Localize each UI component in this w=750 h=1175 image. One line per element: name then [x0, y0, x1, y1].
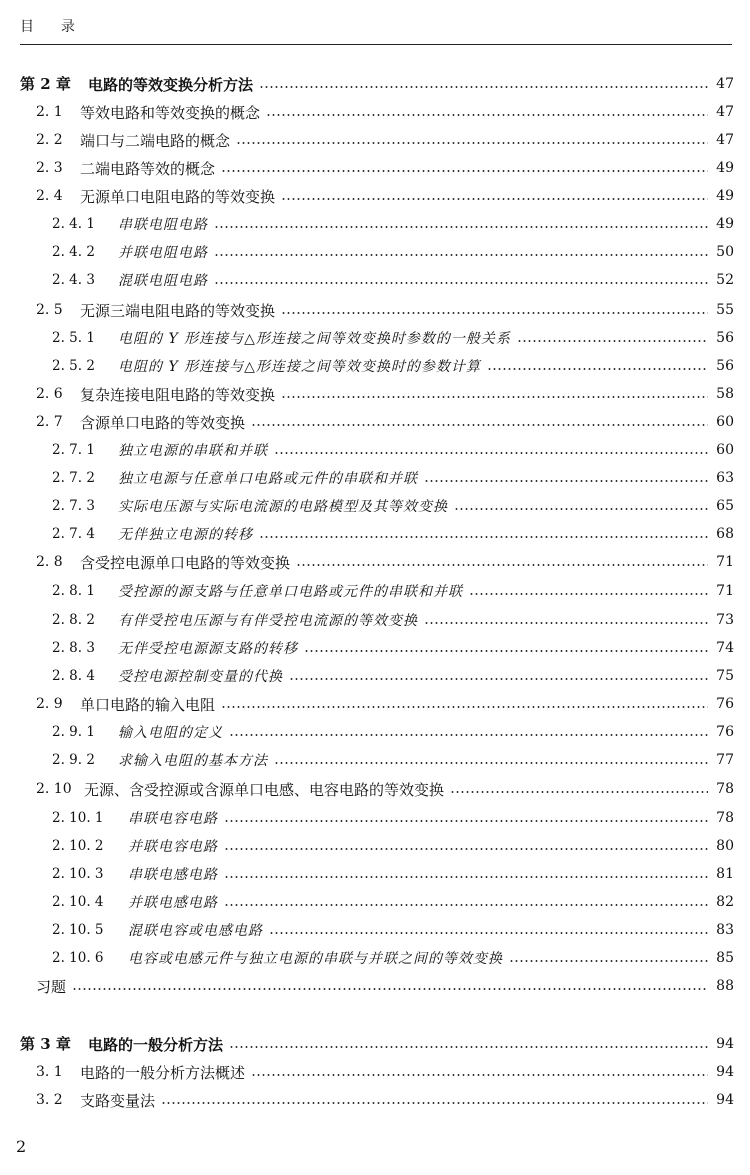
entry-page: 49	[716, 188, 734, 204]
toc-entry[interactable]	[0, 99, 750, 125]
dot-leader	[281, 198, 708, 200]
dot-leader	[296, 564, 708, 566]
toc-entry-chapter-3[interactable]	[0, 1031, 750, 1057]
entry-title: 独立电源与任意单口电路或元件的串联和并联	[118, 471, 418, 487]
entry-page: 52	[716, 272, 734, 288]
entry-title: 支路变量法	[80, 1091, 156, 1110]
entry-page: 94	[716, 1092, 734, 1108]
dot-leader	[454, 508, 708, 510]
entry-number: 2. 8. 2	[52, 612, 95, 628]
toc-entry[interactable]	[0, 747, 750, 773]
entry-page: 83	[716, 922, 734, 938]
entry-title: 无伴独立电源的转移	[118, 527, 253, 543]
entry-page: 50	[716, 244, 734, 260]
dot-leader	[221, 706, 708, 708]
entry-title: 并联电阻电路	[118, 245, 208, 261]
entry-title: 求输入电阻的基本方法	[118, 753, 268, 769]
entry-title: 受控电源控制变量的代换	[118, 669, 283, 685]
entry-title: 等效电路和等效变换的概念	[80, 103, 261, 122]
entry-number: 2. 4. 2	[52, 244, 95, 260]
entry-number: 2. 5. 2	[52, 358, 95, 374]
entry-page: 60	[716, 414, 734, 430]
entry-number: 2. 5. 1	[52, 330, 95, 346]
dot-leader	[221, 170, 708, 172]
dot-leader	[509, 960, 708, 962]
entry-page: 63	[716, 470, 734, 486]
entry-page: 55	[716, 302, 734, 318]
entry-page: 76	[716, 696, 734, 712]
entry-page: 94	[716, 1064, 734, 1080]
toc-entry[interactable]	[0, 521, 750, 547]
entry-number: 2. 10. 6	[52, 950, 104, 966]
entry-title: 单口电路的输入电阻	[80, 695, 216, 714]
entry-title: 复杂连接电阻电路的等效变换	[80, 385, 276, 404]
dot-leader	[214, 282, 708, 284]
entry-title: 无伴受控电源源支路的转移	[118, 641, 298, 657]
entry-title: 含源单口电路的等效变换	[80, 413, 246, 432]
entry-page: 85	[716, 950, 734, 966]
toc-entry[interactable]	[0, 465, 750, 491]
entry-page: 81	[716, 866, 734, 882]
header-title: 目 录	[20, 19, 81, 35]
toc-entry[interactable]	[0, 861, 750, 887]
entry-number: 2. 2	[36, 132, 63, 148]
entry-page: 71	[716, 554, 734, 570]
dot-leader	[72, 988, 708, 990]
dot-leader	[224, 904, 708, 906]
dot-leader	[251, 424, 708, 426]
dot-leader	[487, 368, 708, 370]
entry-page: 82	[716, 894, 734, 910]
entry-title: 习题	[36, 977, 67, 996]
entry-number: 2. 1	[36, 104, 63, 120]
toc-entry[interactable]	[0, 381, 750, 407]
entry-number: 2. 9. 2	[52, 752, 95, 768]
entry-number: 第 2 章	[20, 75, 71, 93]
entry-number: 2. 8. 1	[52, 583, 95, 599]
entry-page: 77	[716, 752, 734, 768]
toc-entry-exercises[interactable]	[0, 973, 750, 999]
entry-number: 2. 8. 3	[52, 640, 95, 656]
entry-title: 无源单口电阻电路的等效变换	[80, 187, 276, 206]
entry-title: 独立电源的串联和并联	[118, 443, 268, 459]
entry-title: 无源三端电阻电路的等效变换	[80, 301, 276, 320]
entry-number: 2. 10. 2	[52, 838, 104, 854]
toc-entry[interactable]	[0, 889, 750, 915]
entry-page: 73	[716, 612, 734, 628]
entry-page: 80	[716, 838, 734, 854]
toc-entry[interactable]	[0, 776, 750, 802]
dot-leader	[424, 622, 708, 624]
entry-number: 2. 10	[36, 781, 72, 797]
entry-title: 并联电容电路	[128, 839, 218, 855]
entry-number: 2. 4. 3	[52, 272, 95, 288]
toc-entry[interactable]	[0, 353, 750, 379]
toc-entry[interactable]	[0, 635, 750, 661]
entry-page: 49	[716, 216, 734, 232]
entry-title: 无源、含受控源或含源单口电感、电容电路的等效变换	[84, 780, 445, 799]
entry-number: 2. 7. 4	[52, 526, 95, 542]
entry-title: 输入电阻的定义	[118, 725, 223, 741]
entry-page: 56	[716, 358, 734, 374]
entry-number: 2. 8	[36, 554, 63, 570]
dot-leader	[274, 452, 708, 454]
toc-entry[interactable]	[0, 663, 750, 689]
page-number: 2	[16, 1137, 27, 1156]
entry-page: 71	[716, 583, 734, 599]
dot-leader	[224, 820, 708, 822]
entry-title: 电路的一般分析方法概述	[80, 1063, 246, 1082]
dot-leader	[281, 312, 708, 314]
entry-title: 串联电阻电路	[118, 217, 208, 233]
toc-entry[interactable]	[0, 437, 750, 463]
entry-page: 65	[716, 498, 734, 514]
entry-title: 电容或电感元件与独立电源的串联与并联之间的等效变换	[128, 951, 503, 967]
dot-leader	[236, 142, 708, 144]
entry-page: 58	[716, 386, 734, 402]
dot-leader	[289, 678, 708, 680]
entry-page: 76	[716, 724, 734, 740]
toc-entry[interactable]	[0, 833, 750, 859]
entry-number: 2. 9. 1	[52, 724, 95, 740]
entry-page: 78	[716, 781, 734, 797]
entry-title: 串联电感电路	[128, 867, 218, 883]
toc-entry[interactable]	[0, 549, 750, 575]
entry-number: 2. 8. 4	[52, 668, 95, 684]
toc-entry[interactable]	[0, 325, 750, 351]
dot-leader	[224, 876, 708, 878]
entry-number: 2. 9	[36, 696, 63, 712]
entry-title: 电阻的 Y 形连接与△形连接之间等效变换时参数的一般关系	[118, 331, 511, 347]
dot-leader	[229, 1046, 708, 1048]
entry-number: 3. 1	[36, 1064, 63, 1080]
entry-page: 78	[716, 810, 734, 826]
dot-leader	[224, 848, 708, 850]
entry-number: 第 3 章	[20, 1035, 71, 1053]
toc-entry[interactable]	[0, 239, 750, 265]
entry-number: 2. 10. 4	[52, 894, 104, 910]
entry-title: 电路的等效变换分析方法	[88, 75, 254, 94]
toc-entry[interactable]	[0, 267, 750, 293]
dot-leader	[304, 650, 708, 652]
entry-title: 电阻的 Y 形连接与△形连接之间等效变换时的参数计算	[118, 359, 481, 375]
entry-number: 2. 4	[36, 188, 63, 204]
dot-leader	[266, 114, 708, 116]
entry-title: 电路的一般分析方法	[88, 1035, 224, 1054]
dot-leader	[214, 226, 708, 228]
toc-entry[interactable]	[0, 183, 750, 209]
toc-entry[interactable]	[0, 127, 750, 153]
entry-title: 受控源的源支路与任意单口电路或元件的串联和并联	[118, 584, 463, 600]
toc-entry[interactable]	[0, 1059, 750, 1085]
toc-entry[interactable]	[0, 578, 750, 604]
entry-number: 2. 7. 1	[52, 442, 95, 458]
entry-page: 74	[716, 640, 734, 656]
entry-number: 3. 2	[36, 1092, 63, 1108]
entry-title: 串联电容电路	[128, 811, 218, 827]
dot-leader	[259, 536, 708, 538]
entry-number: 2. 3	[36, 160, 63, 176]
entry-title: 实际电压源与实际电流源的电路模型及其等效变换	[118, 499, 448, 515]
dot-leader	[274, 762, 708, 764]
dot-leader	[251, 1074, 708, 1076]
dot-leader	[259, 86, 708, 88]
entry-number: 2. 10. 1	[52, 810, 104, 826]
entry-number: 2. 6	[36, 386, 63, 402]
entry-page: 49	[716, 160, 734, 176]
entry-page: 75	[716, 668, 734, 684]
entry-page: 47	[716, 76, 734, 92]
entry-title: 二端电路等效的概念	[80, 159, 216, 178]
dot-leader	[161, 1102, 708, 1104]
toc-entry[interactable]	[0, 945, 750, 971]
toc-entry[interactable]	[0, 1087, 750, 1113]
toc-entry[interactable]	[0, 297, 750, 323]
entry-number: 2. 10. 3	[52, 866, 104, 882]
dot-leader	[214, 254, 708, 256]
dot-leader	[469, 593, 708, 595]
toc-entry[interactable]	[0, 409, 750, 435]
toc-entry[interactable]	[0, 607, 750, 633]
toc-entry-chapter-2[interactable]	[0, 71, 750, 97]
entry-number: 2. 7	[36, 414, 63, 430]
entry-page: 94	[716, 1036, 734, 1052]
entry-number: 2. 4. 1	[52, 216, 95, 232]
entry-page: 56	[716, 330, 734, 346]
entry-title: 含受控电源单口电路的等效变换	[80, 553, 291, 572]
toc-entry[interactable]	[0, 211, 750, 237]
entry-number: 2. 7. 2	[52, 470, 95, 486]
entry-page: 68	[716, 526, 734, 542]
toc-entry[interactable]	[0, 917, 750, 943]
entry-title: 并联电感电路	[128, 895, 218, 911]
entry-page: 60	[716, 442, 734, 458]
entry-page: 47	[716, 104, 734, 120]
toc-entry[interactable]	[0, 493, 750, 519]
dot-leader	[269, 932, 708, 934]
dot-leader	[450, 791, 708, 793]
toc-entry[interactable]	[0, 691, 750, 717]
dot-leader	[229, 734, 708, 736]
dot-leader	[424, 480, 708, 482]
dot-leader	[281, 396, 708, 398]
dot-leader	[517, 340, 708, 342]
entry-title: 端口与二端电路的概念	[80, 131, 231, 150]
entry-page: 47	[716, 132, 734, 148]
entry-page: 88	[716, 978, 734, 994]
toc-entry[interactable]	[0, 155, 750, 181]
entry-number: 2. 5	[36, 302, 63, 318]
entry-number: 2. 7. 3	[52, 498, 95, 514]
entry-number: 2. 10. 5	[52, 922, 104, 938]
entry-title: 混联电阻电路	[118, 273, 208, 289]
toc-entry[interactable]	[0, 805, 750, 831]
toc-entry[interactable]	[0, 719, 750, 745]
entry-title: 有伴受控电压源与有伴受控电流源的等效变换	[118, 613, 418, 629]
entry-title: 混联电容或电感电路	[128, 923, 263, 939]
